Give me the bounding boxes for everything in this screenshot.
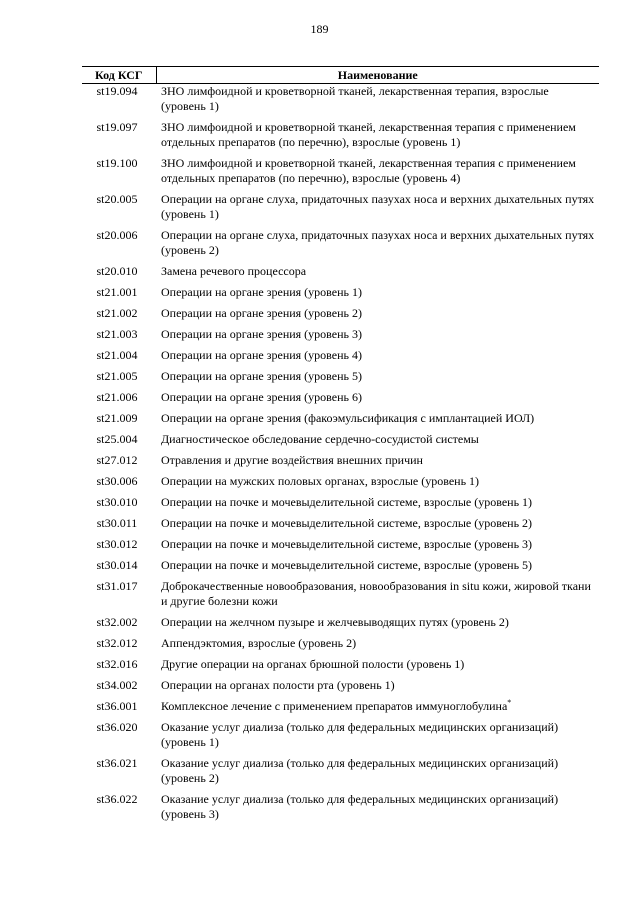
table-row	[82, 285, 599, 306]
ksg-code-cell: st27.012	[96, 453, 138, 467]
ksg-name-cell	[156, 264, 599, 285]
ksg-name-text: ЗНО лимфоидной и кроветворной тканей, лекарственная терапия с применением отдельных препаратов (по перечню), взрослые (уровень 4)	[161, 156, 576, 185]
ksg-name-text: Операции на желчном пузыре и желчевыводящих путях (уровень 2)	[161, 615, 509, 629]
table-body	[82, 84, 599, 829]
table-row	[82, 84, 599, 121]
table-row	[82, 474, 599, 495]
ksg-code-cell: st36.021	[96, 756, 138, 770]
ksg-name-cell	[156, 192, 599, 228]
ksg-code-cell: st36.020	[96, 720, 138, 734]
ksg-name-cell	[156, 636, 599, 657]
table-row	[82, 120, 599, 156]
ksg-name-text: Операции на почке и мочевыделительной системе, взрослые (уровень 3)	[161, 537, 533, 551]
ksg-name-text: Отравления и другие воздействия внешних причин	[161, 453, 423, 467]
ksg-code-cell: st36.022	[96, 792, 138, 806]
ksg-name-cell	[156, 285, 599, 306]
ksg-code-cell: st20.005	[96, 192, 138, 206]
ksg-name-cell	[156, 699, 599, 720]
table-row	[82, 657, 599, 678]
footnote-marker: *	[507, 698, 512, 707]
ksg-code-cell: st30.012	[96, 537, 138, 551]
ksg-name-text: Оказание услуг диализа (только для федеральных медицинских организаций) (уровень 2)	[161, 756, 559, 785]
table-header-row	[82, 67, 599, 84]
ksg-code-cell: st32.016	[96, 657, 138, 671]
table-row	[82, 156, 599, 192]
ksg-name-cell	[156, 792, 599, 828]
table-row	[82, 756, 599, 792]
ksg-name-text: Операции на органе зрения (факоэмульсификация с имплантацией ИОЛ)	[161, 411, 535, 425]
ksg-code-cell: st21.005	[96, 369, 138, 383]
ksg-name-cell	[156, 558, 599, 579]
ksg-code-cell: st30.011	[96, 516, 138, 530]
ksg-code-cell: st21.004	[96, 348, 138, 362]
table-row	[82, 453, 599, 474]
ksg-name-cell	[156, 474, 599, 495]
ksg-code-cell: st20.010	[96, 264, 138, 278]
ksg-name-cell	[156, 615, 599, 636]
ksg-name-text: Операции на органе слуха, придаточных пазухах носа и верхних дыхательных путях (уровень 1)	[161, 192, 595, 221]
ksg-name-text: Операции на органе слуха, придаточных пазухах носа и верхних дыхательных путях (уровень 2)	[161, 228, 595, 257]
ksg-name-cell	[156, 516, 599, 537]
ksg-name-cell	[156, 678, 599, 699]
ksg-name-cell	[156, 156, 599, 192]
ksg-code-cell: st30.010	[96, 495, 138, 509]
ksg-code-cell: st34.002	[96, 678, 138, 692]
ksg-name-cell	[156, 756, 599, 792]
ksg-name-text: Операции на органе зрения (уровень 5)	[161, 369, 362, 383]
ksg-name-text: Другие операции на органах брюшной полости (уровень 1)	[161, 657, 465, 671]
ksg-name-text: Операции на мужских половых органах, взрослые (уровень 1)	[161, 474, 480, 488]
table-row	[82, 558, 599, 579]
ksg-name-text: Замена речевого процессора	[161, 264, 307, 278]
ksg-name-cell	[156, 369, 599, 390]
ksg-code-cell: st21.003	[96, 327, 138, 341]
table-row	[82, 432, 599, 453]
table-row	[82, 306, 599, 327]
ksg-name-text: Операции на органе зрения (уровень 2)	[161, 306, 362, 320]
ksg-code-cell: st21.002	[96, 306, 138, 320]
ksg-code-cell: st21.001	[96, 285, 138, 299]
table-row	[82, 579, 599, 615]
ksg-name-text: ЗНО лимфоидной и кроветворной тканей, лекарственная терапия, взрослые (уровень 1)	[161, 84, 549, 113]
ksg-name-cell	[156, 432, 599, 453]
table-row	[82, 720, 599, 756]
table-row	[82, 678, 599, 699]
ksg-code-cell: st19.094	[96, 84, 138, 98]
ksg-name-cell	[156, 537, 599, 558]
ksg-name-text: Доброкачественные новообразования, новообразования in situ кожи, жировой ткани и другие болезни кожи	[161, 579, 591, 608]
ksg-name-cell	[156, 228, 599, 264]
table-row	[82, 615, 599, 636]
header-code: Код КСГ	[82, 67, 156, 84]
ksg-name-text: ЗНО лимфоидной и кроветворной тканей, лекарственная терапия с применением отдельных препаратов (по перечню), взрослые (уровень 1)	[161, 120, 576, 149]
ksg-name-text: Операции на органе зрения (уровень 1)	[161, 285, 362, 299]
ksg-name-text: Операции на почке и мочевыделительной системе, взрослые (уровень 1)	[161, 495, 533, 509]
ksg-name-text: Комплексное лечение с применением препаратов иммуноглобулина	[161, 699, 508, 713]
ksg-name-text: Операции на органах полости рта (уровень 1)	[161, 678, 395, 692]
table-row	[82, 192, 599, 228]
header-name: Наименование	[156, 67, 599, 84]
ksg-name-cell	[156, 453, 599, 474]
ksg-code-cell: st36.001	[96, 699, 138, 713]
ksg-name-text: Операции на органе зрения (уровень 4)	[161, 348, 362, 362]
table-row	[82, 228, 599, 264]
table-row	[82, 699, 599, 720]
table-row	[82, 495, 599, 516]
ksg-table	[82, 66, 599, 828]
ksg-name-cell	[156, 720, 599, 756]
ksg-code-cell: st25.004	[96, 432, 138, 446]
ksg-name-text: Операции на почке и мочевыделительной системе, взрослые (уровень 2)	[161, 516, 533, 530]
ksg-name-cell	[156, 327, 599, 348]
ksg-name-cell	[156, 120, 599, 156]
ksg-name-text: Операции на органе зрения (уровень 3)	[161, 327, 362, 341]
table-row	[82, 369, 599, 390]
table-row	[82, 636, 599, 657]
ksg-code-cell: st21.009	[96, 411, 138, 425]
table-row	[82, 327, 599, 348]
ksg-name-cell	[156, 390, 599, 411]
table-row	[82, 348, 599, 369]
table-row	[82, 264, 599, 285]
ksg-code-cell: st19.100	[96, 156, 138, 170]
ksg-name-cell	[156, 495, 599, 516]
ksg-name-cell	[156, 657, 599, 678]
ksg-name-text: Диагностическое обследование сердечно-сосудистой системы	[161, 432, 479, 446]
ksg-name-cell	[156, 579, 599, 615]
table-row	[82, 792, 599, 828]
ksg-name-text: Операции на органе зрения (уровень 6)	[161, 390, 362, 404]
ksg-code-cell: st30.006	[96, 474, 138, 488]
table-row	[82, 537, 599, 558]
ksg-code-cell: st31.017	[96, 579, 138, 593]
ksg-code-cell: st32.012	[96, 636, 138, 650]
page-number: 189	[310, 22, 329, 36]
ksg-name-text: Операции на почке и мочевыделительной системе, взрослые (уровень 5)	[161, 558, 533, 572]
ksg-name-text: Оказание услуг диализа (только для федеральных медицинских организаций) (уровень 1)	[161, 720, 559, 749]
ksg-code-cell: st30.014	[96, 558, 138, 572]
ksg-code-cell: st32.002	[96, 615, 138, 629]
ksg-code-cell: st19.097	[96, 120, 138, 134]
ksg-name-cell	[156, 411, 599, 432]
ksg-code-cell: st21.006	[96, 390, 138, 404]
table-row	[82, 516, 599, 537]
ksg-name-cell	[156, 348, 599, 369]
ksg-code-cell: st20.006	[96, 228, 138, 242]
ksg-name-text: Аппендэктомия, взрослые (уровень 2)	[161, 636, 357, 650]
ksg-name-cell	[156, 306, 599, 327]
ksg-name-cell	[156, 84, 599, 121]
ksg-name-text: Оказание услуг диализа (только для федеральных медицинских организаций) (уровень 3)	[161, 792, 559, 821]
table-row	[82, 411, 599, 432]
table-row	[82, 390, 599, 411]
